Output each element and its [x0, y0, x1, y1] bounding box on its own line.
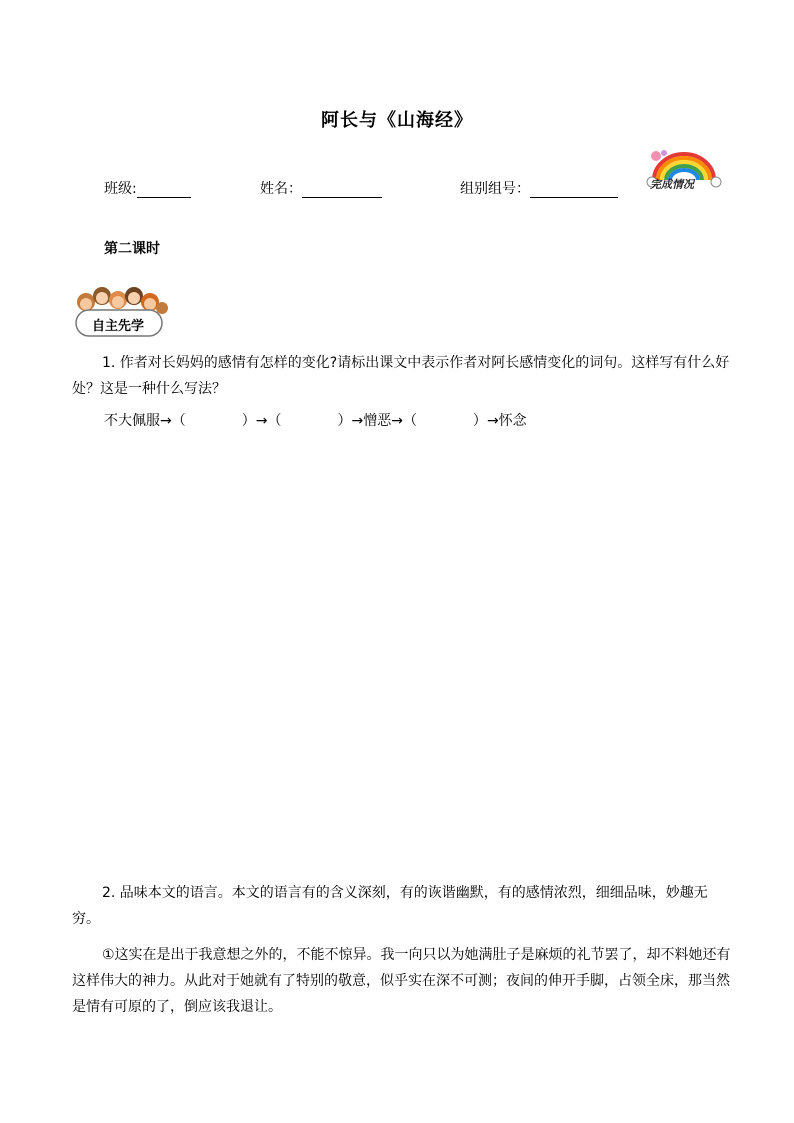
chain-middle: 憎恶: [363, 413, 392, 429]
blank-2: （ ）: [267, 413, 352, 429]
excerpt-1: ①这实在是出于我意想之外的，不能不惊异。我一向只以为她满肚子是麻烦的礼节罢了，却不料她还有这样伟大的神力。从此对于她就有了特别的敬意，似乎实在深不可测；夜间的伸开手脚，占领全床，那当然是情有可原的了，倒应该我退让。: [72, 947, 731, 1015]
arrow-icon: →: [486, 413, 499, 429]
chain-start: 不大佩服: [104, 413, 160, 429]
self-study-badge: [70, 282, 170, 342]
question-2: 2. 品味本文的语言。本文的语言有的含义深刻，有的诙谐幽默，有的感情浓烈，细细品味，妙趣无穷。: [72, 885, 708, 927]
group-field: [460, 178, 618, 198]
name-field: [260, 178, 382, 198]
blank-3: （ ）: [402, 413, 487, 429]
class-label: 班级:: [104, 181, 137, 197]
lesson-label: 第二课时: [104, 241, 160, 257]
name-label: 姓名：: [260, 181, 302, 197]
class-field: [104, 178, 191, 198]
arrow-icon: →: [255, 413, 268, 429]
completion-badge: [644, 146, 724, 196]
emotion-chain: [104, 410, 527, 430]
class-blank: [137, 183, 191, 198]
group-blank: [530, 183, 618, 198]
chain-end: 怀念: [498, 413, 527, 429]
question-1: 1. 作者对长妈妈的感情有怎样的变化?请标出课文中表示作者对阿长感情变化的词句。这样写有什么好处？这是一种什么写法？: [72, 355, 730, 397]
page-title: 阿长与《山海经》: [321, 110, 473, 131]
arrow-icon: →: [351, 413, 364, 429]
arrow-icon: →: [160, 413, 172, 429]
self-study-badge-label: 自主先学: [92, 319, 145, 334]
group-label: 组别组号：: [460, 181, 530, 197]
arrow-icon: →: [391, 413, 403, 429]
name-blank: [302, 183, 382, 198]
completion-badge-label: 完成情况: [650, 178, 694, 191]
blank-1: （ ）: [171, 413, 256, 429]
